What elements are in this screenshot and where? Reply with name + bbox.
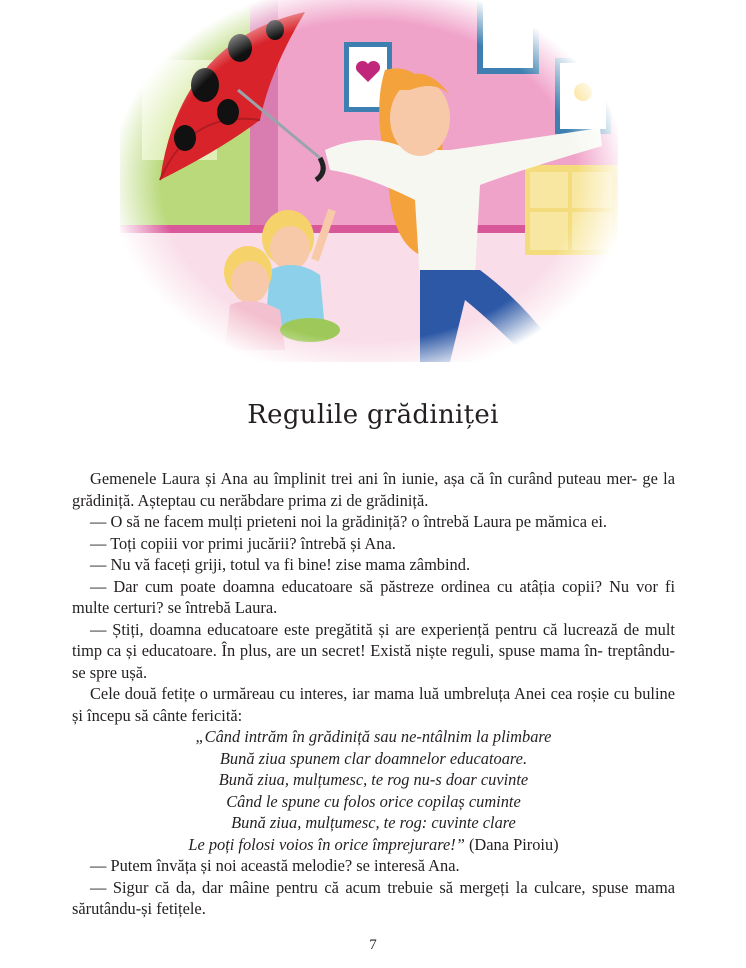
verse-line: Le poți folosi voios în orice împrejurare!” (Dana Piroiu) (188, 834, 559, 854)
paragraph: — Nu vă faceți griji, totul va fi bine! zise mama zâmbind. (90, 555, 471, 574)
paragraph: — Sigur că da, dar mâine pentru că acum trebuie să mergeți la culcare, spuse mama sărutându-și fetițele. (72, 877, 675, 918)
page-number: 7 (369, 937, 377, 953)
paragraph: — O să ne facem mulți prieteni noi la grădiniță? o întrebă Laura pe mămica ei. (90, 512, 608, 531)
verse-line: Când le spune cu folos orice copilaș cuminte (226, 791, 521, 811)
verse-line: Bună ziua spunem clar doamnelor educatoare. (219, 748, 528, 768)
story-illustration (120, 0, 618, 362)
verse-line: Bună ziua, mulțumesc, te rog: cuvinte clare (231, 813, 516, 832)
verse-line: „Când intrăm în grădiniță sau ne-ntâlnim la plimbare (195, 727, 552, 746)
paragraph: — Toți copiii vor primi jucării? întrebă și Ana. (90, 533, 396, 553)
page-title: Regulile grădiniței (247, 400, 499, 430)
verse-author: (Dana Piroiu) (464, 834, 559, 854)
sun-picture (555, 58, 611, 134)
paragraph: Cele două fetițe o urmăreau cu interes, iar mama luă umbreluța Anei cea roșie cu buline și începu să cânte fericită: (72, 684, 675, 725)
paragraph: — Putem învăța și noi această melodie? se interesă Ana. (90, 856, 460, 875)
paragraph: — Dar cum poate doamna educatoare să păstreze ordinea cu atâția copii? Nu vor fi multe certuri? se întrebă Laura. (72, 576, 675, 617)
paragraph: Gemenele Laura și Ana au împlinit trei ani în iunie, așa că în curând puteau mer- ge la grădiniță. Așteptau cu nerăbdare prima zi de grădiniță. (72, 469, 675, 510)
paragraph: — Știți, doamna educatoare este pregătită și are experiență pentru că lucrează de mult timp ca și educatoare. În plus, are un secret! Există niște reguli, spuse mama în- treptându-se spre ușă. (72, 619, 675, 682)
verse-line: Bună ziua, mulțumesc, te rog nu-s doar cuvinte (218, 770, 529, 789)
story-text (72, 468, 675, 920)
